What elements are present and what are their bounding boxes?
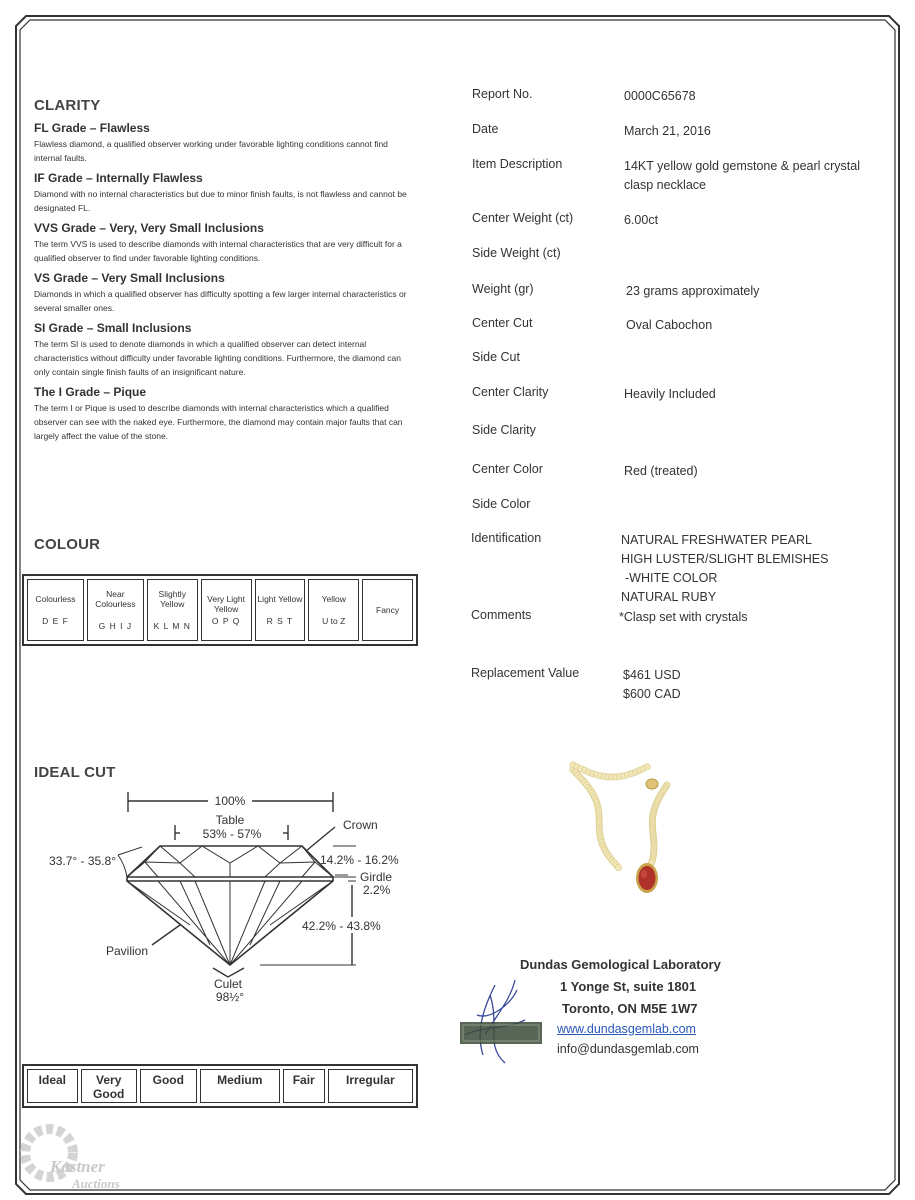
report-value: 6.00ct xyxy=(624,213,659,227)
pavilion-pointer xyxy=(152,925,180,945)
necklace-image xyxy=(555,755,685,910)
report-label: Side Color xyxy=(472,497,531,511)
cut-grade-cell: Very Good xyxy=(81,1069,137,1103)
report-value: 14KT yellow gold gemstone & pearl crystal clasp necklace xyxy=(624,159,860,192)
report-label: Date xyxy=(472,122,499,136)
colour-cell xyxy=(147,579,198,641)
colour-cell xyxy=(201,579,252,641)
grade-vvs xyxy=(34,221,414,271)
watermark-line: Auctions xyxy=(72,1176,120,1191)
grade-desc: The term I or Pique is used to describe diamonds with internal characteristics which a qualified observer can see with the naked eye. Furthermore, the diamond may contain major faults that can largely affect the value of the stone. xyxy=(34,403,403,441)
colour-label: Colourless xyxy=(35,594,76,604)
table-range-label: 53% - 57% xyxy=(202,827,262,841)
report-value: *Clasp set with crystals xyxy=(619,610,748,624)
report-label: Side Cut xyxy=(472,350,520,364)
watermark-line: Kastner xyxy=(50,1157,105,1176)
ideal-cut-heading: IDEAL CUT xyxy=(34,764,116,781)
grade-fl xyxy=(34,121,414,171)
colour-cell xyxy=(308,579,359,641)
cut-grade-cell: Medium xyxy=(200,1069,280,1103)
pavilion-label: Pavilion xyxy=(106,944,149,958)
cut-grade-table xyxy=(22,1064,418,1108)
report-label: Side Clarity xyxy=(472,423,536,437)
grade-if xyxy=(34,171,414,221)
identification-line: NATURAL FRESHWATER PEARL xyxy=(621,533,812,547)
report-label: Weight (gr) xyxy=(472,282,534,296)
colour-grade: G H I J xyxy=(98,621,133,631)
colour-cell xyxy=(255,579,306,641)
signature xyxy=(465,980,525,1063)
report-label: Comments xyxy=(471,608,532,622)
cut-grade-cell: Irregular xyxy=(328,1069,413,1103)
culet-pointer xyxy=(213,968,244,977)
report-label: Center Weight (ct) xyxy=(472,211,574,225)
identification-line: NATURAL RUBY xyxy=(621,590,717,604)
colour-cell xyxy=(27,579,84,641)
colour-cell xyxy=(87,579,144,641)
lab-name: Dundas Gemological Laboratory xyxy=(520,957,721,972)
lab-email: info@dundasgemlab.com xyxy=(557,1042,699,1056)
grade-desc: Flawless diamond, a qualified observer working under favorable lighting conditions cannot find internal faults. xyxy=(34,139,388,163)
replacement-lines xyxy=(623,666,873,704)
report-label: Item Description xyxy=(472,157,563,171)
replacement-line: $600 CAD xyxy=(623,687,681,701)
cut-grade-cell: Fair xyxy=(283,1069,325,1103)
report-value: Red (treated) xyxy=(624,464,698,478)
crown-height-label: 14.2% - 16.2% xyxy=(320,853,399,867)
diamond-diagram xyxy=(30,785,400,1010)
report-label: Replacement Value xyxy=(471,666,580,680)
clarity-grades xyxy=(34,121,414,443)
culet-value-label: 98½° xyxy=(215,990,245,1004)
identification-lines xyxy=(621,531,871,607)
grade-title: IF Grade – Internally Flawless xyxy=(34,171,203,185)
report-value: 23 grams approximately xyxy=(626,284,760,298)
report-label: Identification xyxy=(471,531,542,545)
lab-address-line1: 1 Yonge St, suite 1801 xyxy=(560,979,697,994)
colour-grade: D E F xyxy=(42,616,69,626)
report-label: Side Weight (ct) xyxy=(472,246,561,260)
report-value: Heavily Included xyxy=(624,387,716,401)
replacement-line: $461 USD xyxy=(623,668,681,682)
colour-grade: O P Q xyxy=(211,616,241,626)
pearl xyxy=(615,864,621,870)
report-label: Center Cut xyxy=(472,316,533,330)
ruby-highlight xyxy=(641,870,647,878)
cut-grade-cell: Good xyxy=(140,1069,197,1103)
report-value: Oval Cabochon xyxy=(626,318,713,332)
colour-grade: R S T xyxy=(266,616,294,626)
colour-label: Slightly Yellow xyxy=(158,589,186,609)
identification-line: HIGH LUSTER/SLIGHT BLEMISHES xyxy=(621,552,829,566)
crown-angle-arc xyxy=(118,855,127,877)
grade-title: The I Grade – Pique xyxy=(34,385,147,399)
grade-desc: Diamonds in which a qualified observer has difficulty spotting a few larger internal characteristics or several smaller ones. xyxy=(34,289,407,313)
grade-vs xyxy=(34,271,414,321)
report-value: March 21, 2016 xyxy=(624,124,711,138)
colour-label: Light Yellow xyxy=(257,594,303,604)
colour-label: Near Colourless xyxy=(95,589,136,609)
report-label: Center Clarity xyxy=(472,385,549,399)
grade-title: SI Grade – Small Inclusions xyxy=(34,321,192,335)
colour-label: Very Light Yellow xyxy=(207,594,245,614)
watermark-text xyxy=(50,1158,120,1192)
girdle-label: Girdle xyxy=(360,870,393,884)
signature-seal xyxy=(455,975,550,1070)
grade-desc: Diamond with no internal characteristics but due to minor finish faults, is not flawless and cannot be designated FL. xyxy=(34,189,407,213)
pavilion-depth-label: 42.2% - 43.8% xyxy=(302,919,381,933)
report-label: Center Color xyxy=(472,462,543,476)
colour-label: Fancy xyxy=(376,605,400,615)
grade-desc: The term SI is used to denote diamonds in which a qualified observer can detect internal characteristics without difficulty under favorable lighting conditions. Furthermore, the diamond can only contain single finish faults of an insignificant nature. xyxy=(34,339,401,377)
pearl xyxy=(644,764,650,770)
report-value: 0000C65678 xyxy=(624,89,696,103)
grade-desc: The term VVS is used to describe diamonds with internal characteristics that are very difficult for a qualified observer to find under favorable lighting conditions. xyxy=(34,239,402,263)
colour-cell xyxy=(362,579,413,641)
grade-si xyxy=(34,321,414,385)
grade-title: FL Grade – Flawless xyxy=(34,121,150,135)
crown-angle-label: 33.7° - 35.8° xyxy=(49,854,116,868)
colour-heading: COLOUR xyxy=(34,536,101,553)
identification-line: -WHITE COLOR xyxy=(625,571,718,585)
crown-label: Crown xyxy=(343,818,378,832)
crown-facets xyxy=(127,846,333,877)
crown-angle-pointer xyxy=(118,847,142,855)
clarity-heading: CLARITY xyxy=(34,97,101,114)
cut-grade-cell: Ideal xyxy=(27,1069,78,1103)
lab-address-line2: Toronto, ON M5E 1W7 xyxy=(562,1001,698,1016)
colour-label: Yellow xyxy=(321,594,346,604)
colour-scale-table xyxy=(22,574,418,646)
culet-label: Culet xyxy=(213,977,243,991)
lab-website-link[interactable]: www.dundasgemlab.com xyxy=(557,1022,696,1036)
report-label: Report No. xyxy=(472,87,533,101)
colour-grade: U to Z xyxy=(322,616,346,626)
colour-grade: K L M N xyxy=(153,621,191,631)
width-pct-label: 100% xyxy=(214,794,246,808)
table-label: Table xyxy=(215,813,245,827)
ruby-stone xyxy=(639,866,656,890)
grade-title: VS Grade – Very Small Inclusions xyxy=(34,271,225,285)
clasp xyxy=(646,779,658,789)
grade-i xyxy=(34,385,414,443)
grade-title: VVS Grade – Very, Very Small Inclusions xyxy=(34,221,264,235)
crown-pointer xyxy=(306,827,335,851)
girdle-value-label: 2.2% xyxy=(363,883,391,897)
